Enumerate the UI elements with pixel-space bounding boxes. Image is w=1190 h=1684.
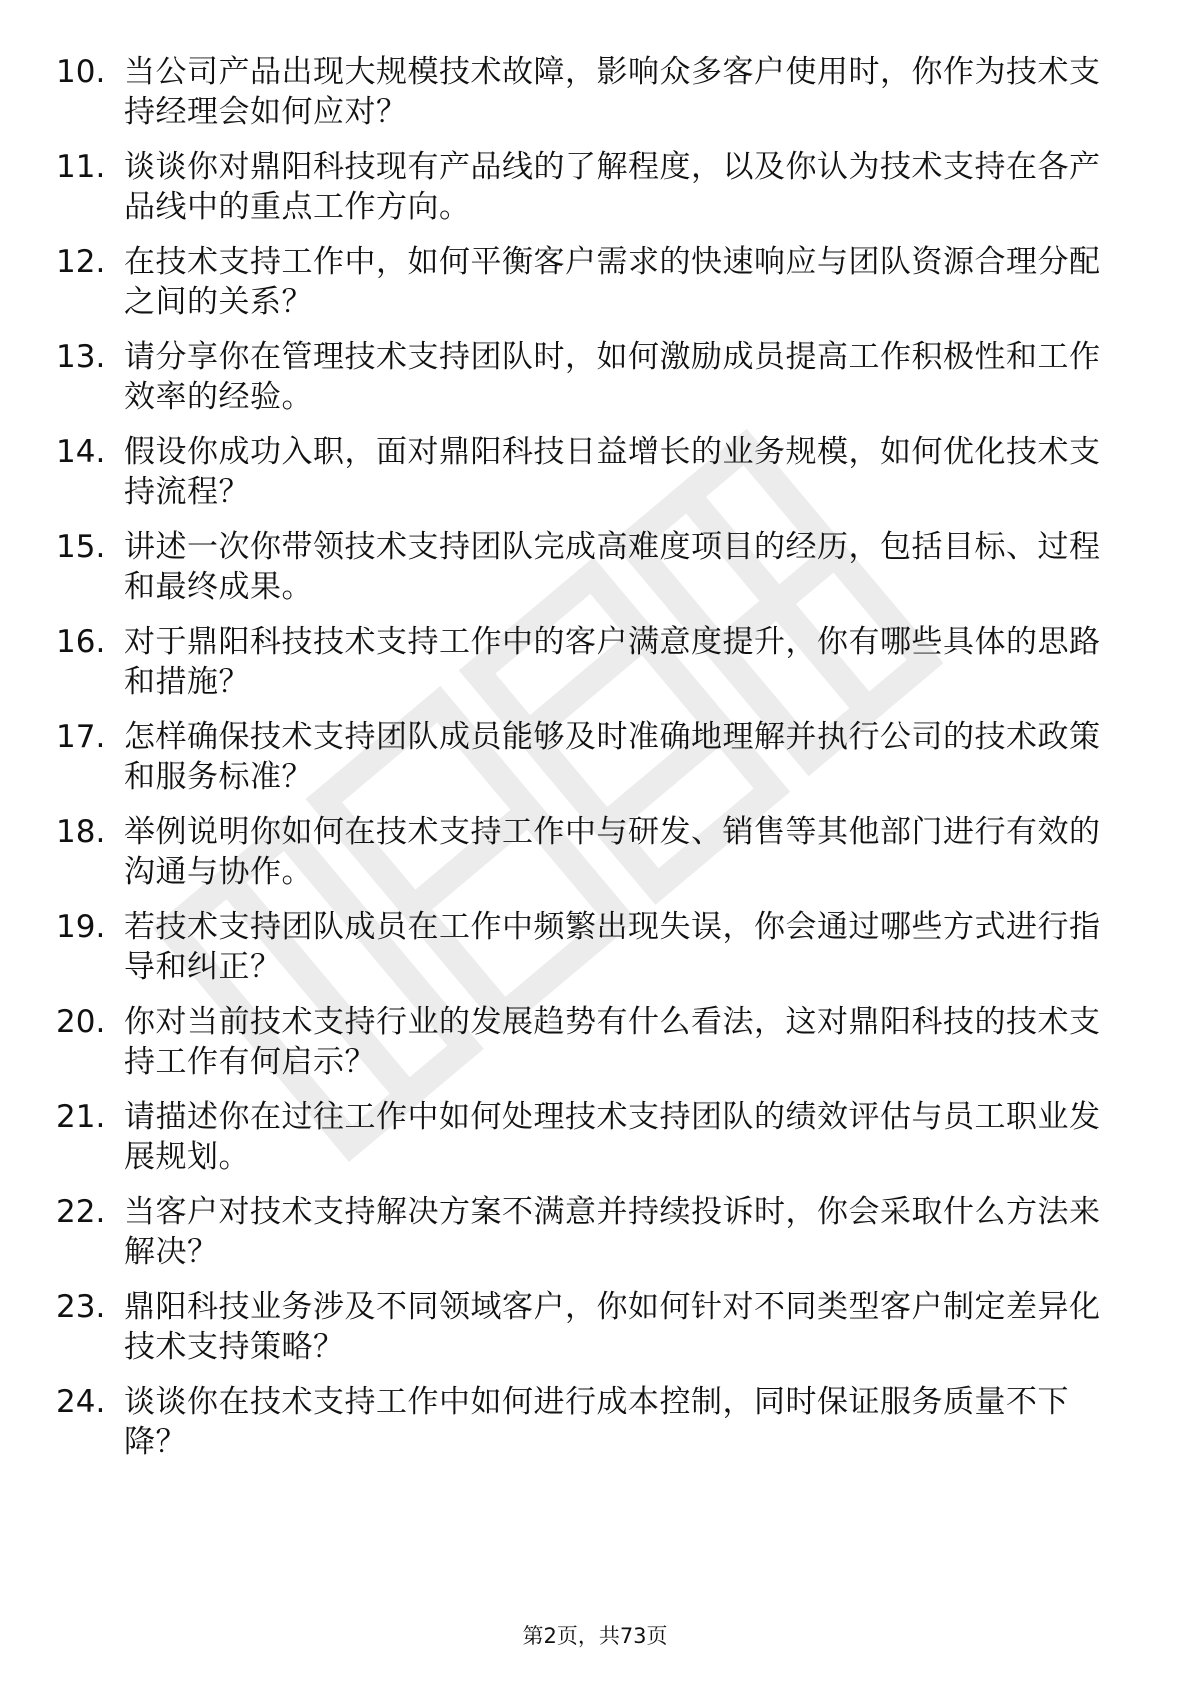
question-text: 鼎阳科技业务涉及不同领域客户，你如何针对不同类型客户制定差异化技术支持策略？ [124, 1289, 1101, 1365]
question-text: 若技术支持团队成员在工作中频繁出现失误，你会通过哪些方式进行指导和纠正？ [124, 909, 1101, 985]
question-item [56, 1192, 1116, 1272]
question-text: 谈谈你对鼎阳科技现有产品线的了解程度，以及你认为技术支持在各产品线中的重点工作方向。 [124, 149, 1101, 225]
question-item [56, 52, 1116, 132]
question-number: 14. [56, 434, 106, 470]
question-item [56, 527, 1116, 607]
question-number: 20. [56, 1004, 106, 1040]
question-item [56, 242, 1116, 322]
question-number: 22. [56, 1194, 106, 1230]
question-item [56, 907, 1116, 987]
question-list [56, 52, 1116, 1477]
question-item [56, 147, 1116, 227]
question-item [56, 1287, 1116, 1367]
question-text: 对于鼎阳科技技术支持工作中的客户满意度提升，你有哪些具体的思路和措施？ [124, 624, 1101, 700]
question-item [56, 717, 1116, 797]
question-number: 15. [56, 529, 106, 565]
question-text: 假设你成功入职，面对鼎阳科技日益增长的业务规模，如何优化技术支持流程？ [124, 434, 1101, 510]
question-number: 16. [56, 624, 106, 660]
question-text: 举例说明你如何在技术支持工作中与研发、销售等其他部门进行有效的沟通与协作。 [124, 814, 1101, 890]
question-text: 在技术支持工作中，如何平衡客户需求的快速响应与团队资源合理分配之间的关系？ [124, 244, 1101, 320]
question-item [56, 812, 1116, 892]
question-text: 谈谈你在技术支持工作中如何进行成本控制，同时保证服务质量不下降？ [124, 1384, 1069, 1460]
question-text: 请描述你在过往工作中如何处理技术支持团队的绩效评估与员工职业发展规划。 [124, 1099, 1101, 1175]
question-number: 24. [56, 1384, 106, 1420]
question-item [56, 1097, 1116, 1177]
question-text: 怎样确保技术支持团队成员能够及时准确地理解并执行公司的技术政策和服务标准？ [124, 719, 1101, 795]
question-text: 当客户对技术支持解决方案不满意并持续投诉时，你会采取什么方法来解决？ [124, 1194, 1101, 1270]
question-item [56, 337, 1116, 417]
question-item [56, 1382, 1116, 1462]
question-text: 当公司产品出现大规模技术故障，影响众多客户使用时，你作为技术支持经理会如何应对？ [124, 54, 1101, 130]
question-item [56, 1002, 1116, 1082]
question-text: 请分享你在管理技术支持团队时，如何激励成员提高工作积极性和工作效率的经验。 [124, 339, 1101, 415]
question-number: 18. [56, 814, 106, 850]
question-number: 17. [56, 719, 106, 755]
question-number: 21. [56, 1099, 106, 1135]
question-number: 10. [56, 54, 106, 90]
question-number: 12. [56, 244, 106, 280]
question-item [56, 622, 1116, 702]
page-number: 第2页，共73页 [522, 1624, 668, 1648]
question-number: 23. [56, 1289, 106, 1325]
question-item [56, 432, 1116, 512]
question-number: 13. [56, 339, 106, 375]
question-text: 讲述一次你带领技术支持团队完成高难度项目的经历，包括目标、过程和最终成果。 [124, 529, 1101, 605]
question-number: 19. [56, 909, 106, 945]
question-text: 你对当前技术支持行业的发展趋势有什么看法，这对鼎阳科技的技术支持工作有何启示？ [124, 1004, 1101, 1080]
question-number: 11. [56, 149, 106, 185]
